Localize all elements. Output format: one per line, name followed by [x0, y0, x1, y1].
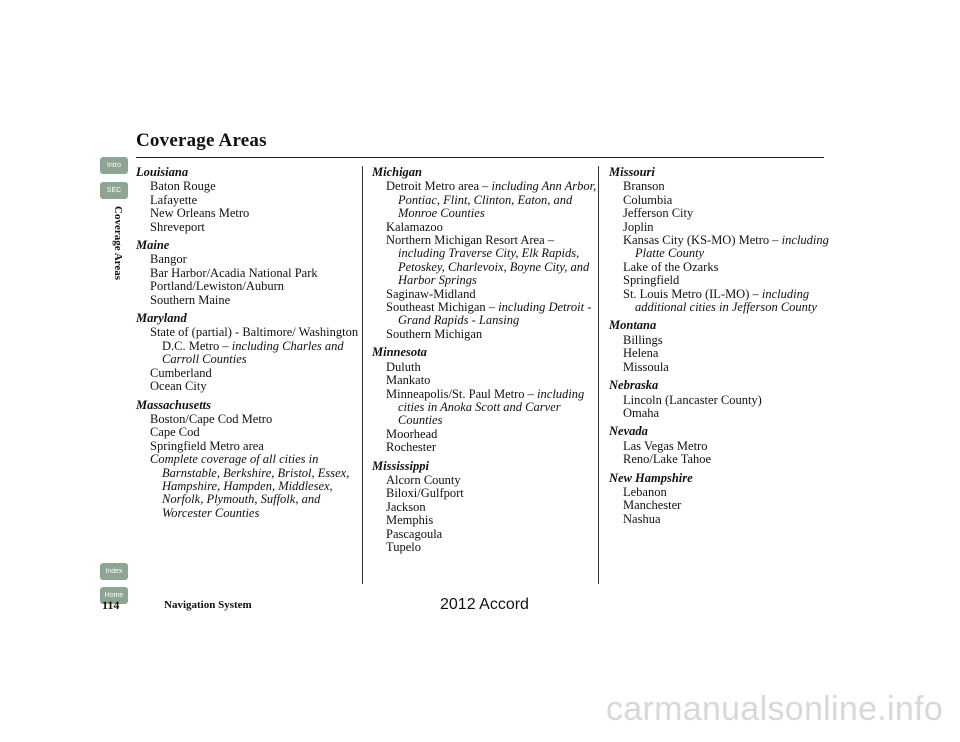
city-item [372, 541, 597, 554]
city-name: Rochester [386, 440, 436, 455]
city-name: Southern Michigan [386, 326, 483, 341]
intro-tab[interactable]: Intro [100, 157, 128, 174]
city-item [372, 501, 597, 514]
city-name: Northern Michigan Resort Area – [386, 233, 555, 248]
city-item [136, 440, 361, 453]
city-name: Biloxi/Gulfport [386, 486, 464, 501]
city-name: Tupelo [386, 539, 421, 554]
city-item [136, 180, 361, 193]
city-name: Duluth [386, 359, 421, 374]
city-item [372, 441, 597, 454]
page-number: 114 [102, 598, 120, 612]
city-item [372, 328, 597, 341]
city-item [609, 453, 834, 466]
city-name: Kansas City (KS-MO) Metro – [623, 233, 782, 248]
city-item [372, 361, 597, 374]
city-name: Bangor [150, 252, 187, 267]
city-item [372, 288, 597, 301]
city-name: Lebanon [623, 484, 667, 499]
city-note: including Charles and Carroll Counties [162, 338, 344, 367]
section-side-label: Coverage Areas [112, 206, 124, 281]
city-item [372, 388, 597, 428]
city-item [609, 361, 834, 374]
coverage-column-3 [609, 166, 834, 526]
state-heading: Mississippi [372, 458, 429, 473]
city-item [136, 326, 361, 366]
city-name: Branson [623, 179, 665, 194]
state-heading: Louisiana [136, 165, 189, 179]
city-item [609, 394, 834, 407]
city-item [136, 280, 361, 293]
city-item [372, 221, 597, 234]
city-item [609, 288, 834, 315]
city-name: Nashua [623, 511, 661, 526]
city-item [136, 207, 361, 220]
city-name: Boston/Cape Cod Metro [150, 411, 273, 426]
city-item [609, 234, 834, 261]
city-item [609, 207, 834, 220]
city-item [372, 528, 597, 541]
city-item [136, 413, 361, 426]
city-item [372, 428, 597, 441]
city-item [609, 274, 834, 287]
city-note: including additional cities in Jefferson County [635, 286, 817, 315]
city-item [372, 374, 597, 387]
city-note: including Detroit - Grand Rapids - Lansing [398, 300, 592, 328]
city-item [372, 474, 597, 487]
city-name: Baton Rouge [150, 179, 216, 194]
city-item [136, 367, 361, 380]
city-item [372, 234, 597, 288]
city-item [609, 180, 834, 193]
index-tab[interactable]: Index [100, 563, 128, 580]
city-name: Manchester [623, 498, 682, 513]
city-name: Bar Harbor/Acadia National Park [150, 265, 318, 280]
page-title: Coverage Areas [136, 130, 267, 151]
city-item [372, 487, 597, 500]
city-note: including cities in Anoka Scott and Carver Counties [398, 386, 585, 428]
city-name: Mankato [386, 373, 431, 388]
city-name: Lafayette [150, 192, 198, 207]
city-name: Alcorn County [386, 472, 461, 487]
state-heading: New Hampshire [609, 470, 693, 485]
column-divider [362, 166, 363, 584]
city-item [609, 334, 834, 347]
city-item [609, 347, 834, 360]
city-name: Kalamazoo [386, 219, 443, 234]
state-heading: Massachusetts [136, 397, 212, 412]
city-name: Missoula [623, 359, 669, 374]
city-name: Reno/Lake Tahoe [623, 452, 712, 467]
state-heading: Montana [609, 318, 657, 333]
city-name: Portland/Lewiston/Auburn [150, 279, 285, 294]
city-name: Detroit Metro area – [386, 179, 492, 194]
city-name: Jefferson City [623, 206, 694, 221]
title-divider [136, 157, 824, 158]
city-name: Billings [623, 332, 663, 347]
coverage-column-1 [136, 166, 361, 520]
city-note: including Platte County [635, 233, 829, 261]
city-name: Omaha [623, 405, 660, 420]
state-heading: Nebraska [609, 378, 659, 393]
city-name: Springfield [623, 273, 680, 288]
city-name: Helena [623, 346, 659, 361]
city-name: New Orleans Metro [150, 206, 250, 221]
city-name: Jackson [386, 499, 426, 514]
city-item [136, 294, 361, 307]
state-heading: Minnesota [372, 345, 427, 360]
city-name: Joplin [623, 219, 654, 234]
city-name: Memphis [386, 513, 434, 528]
city-name: Moorhead [386, 426, 438, 441]
city-name: Springfield Metro area [150, 438, 264, 453]
model-label: 2012 Accord [440, 596, 529, 613]
state-heading: Maryland [136, 311, 187, 326]
city-name: Minneapolis/St. Paul Metro – [386, 386, 538, 401]
city-note: including Traverse City, Elk Rapids, Petoskey, Charlevoix, Boyne City, and Harbor Springs [398, 246, 590, 288]
city-name: Lake of the Ozarks [623, 259, 719, 274]
city-name: Cape Cod [150, 425, 200, 440]
city-name: Pascagoula [386, 526, 443, 541]
city-name: State of (partial) - Baltimore/ Washington D.C. Metro – [150, 325, 359, 353]
column-divider [598, 166, 599, 584]
city-name: Shreveport [150, 219, 205, 234]
city-item [609, 221, 834, 234]
home-tab[interactable]: Home [100, 587, 128, 604]
city-name: Columbia [623, 192, 673, 207]
city-item [136, 194, 361, 207]
city-item [609, 407, 834, 420]
city-item [372, 301, 597, 328]
city-name: Ocean City [150, 379, 207, 394]
city-name: Saginaw-Midland [386, 286, 476, 301]
state-heading: Missouri [609, 165, 655, 179]
city-name: Lincoln (Lancaster County) [623, 392, 762, 407]
city-name: St. Louis Metro (IL-MO) – [623, 286, 762, 301]
city-name: Southeast Michigan – [386, 300, 499, 315]
city-name: Cumberland [150, 365, 212, 380]
city-name: Las Vegas Metro [623, 438, 708, 453]
site-watermark: carmanualsonline.info [606, 690, 944, 728]
sec-tab[interactable]: SEC [100, 182, 128, 199]
state-heading: Nevada [609, 424, 648, 439]
city-item [136, 221, 361, 234]
city-item [372, 514, 597, 527]
city-item [609, 261, 834, 274]
city-item [136, 253, 361, 266]
footer-section: Navigation System [164, 599, 252, 611]
city-item [372, 180, 597, 220]
city-name: Southern Maine [150, 292, 231, 307]
city-item [136, 453, 361, 520]
state-heading: Maine [136, 238, 170, 253]
coverage-column-2 [372, 166, 597, 554]
city-item [136, 380, 361, 393]
city-item [609, 513, 834, 526]
city-item [609, 499, 834, 512]
city-note: including Ann Arbor, Pontiac, Flint, Clinton, Eaton, and Monroe Counties [398, 179, 597, 221]
city-item [136, 426, 361, 439]
city-item [136, 267, 361, 280]
city-item [609, 440, 834, 453]
city-note: Complete coverage of all cities in Barnstable, Berkshire, Bristol, Essex, Hampshire, Hampden, Middlesex, Norfolk, Plymouth, Suffolk, and Worcester Counties [150, 452, 350, 520]
city-item [609, 194, 834, 207]
city-item [609, 486, 834, 499]
state-heading: Michigan [372, 165, 423, 179]
